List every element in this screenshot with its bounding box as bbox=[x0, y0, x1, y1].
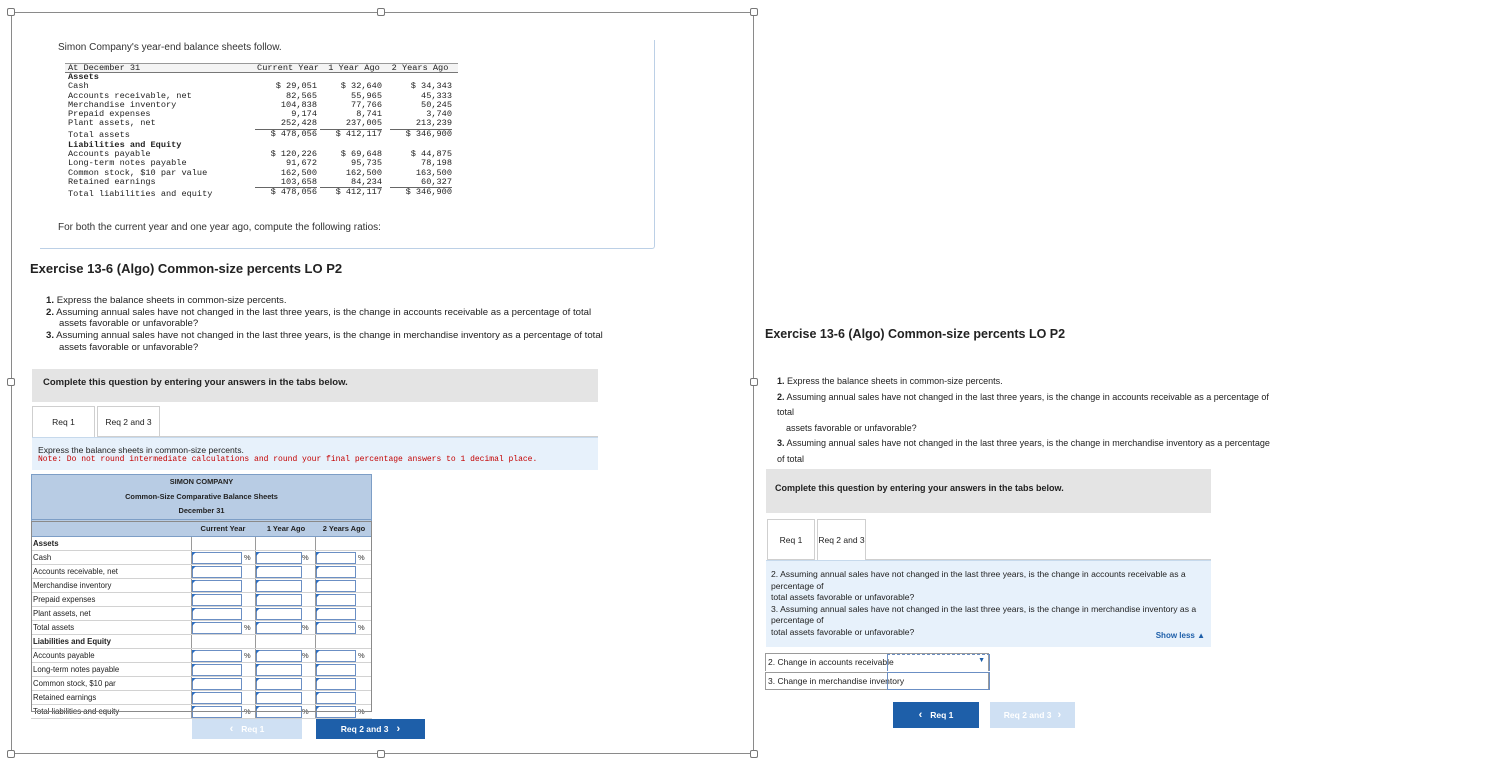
table-section-heading: Assets bbox=[31, 537, 372, 551]
inventory-dropdown[interactable] bbox=[887, 672, 990, 690]
table-cell bbox=[191, 537, 255, 550]
percent-input[interactable] bbox=[192, 580, 242, 592]
bs-total-liab: Total liabilities and equity $ 478,056 $ 412,117 $ 346,900 bbox=[68, 187, 452, 200]
percent-input[interactable] bbox=[316, 608, 356, 620]
tab-req-1[interactable]: Req 1 bbox=[32, 406, 95, 437]
percent-input[interactable] bbox=[256, 608, 302, 620]
answer-panel bbox=[766, 560, 1211, 647]
table-section-heading: Liabilities and Equity bbox=[31, 635, 372, 649]
percent-input[interactable] bbox=[316, 706, 356, 718]
table-row: Total assets % % % bbox=[31, 621, 372, 635]
percent-input[interactable] bbox=[316, 622, 356, 634]
table-row: Plant assets, net bbox=[31, 607, 372, 621]
percent-input[interactable] bbox=[192, 552, 242, 564]
table-cell bbox=[255, 635, 315, 648]
exercise-title-right: Exercise 13-6 (Algo) Common-size percents LO P2 bbox=[765, 327, 1066, 341]
percent-input[interactable] bbox=[256, 650, 302, 662]
percent-input[interactable] bbox=[316, 566, 356, 578]
liab-heading: Liabilities and Equity bbox=[68, 139, 182, 150]
resize-handle[interactable] bbox=[750, 378, 758, 386]
next-req-button-right[interactable]: Req 2 and 3 › bbox=[990, 702, 1075, 728]
table-row: Retained earnings bbox=[31, 691, 372, 705]
percent-input[interactable] bbox=[192, 650, 242, 662]
table-row: Accounts receivable, net bbox=[31, 565, 372, 579]
instruction-text: Express the balance sheets in common-size percents. bbox=[38, 445, 244, 455]
percent-sign: % bbox=[302, 552, 309, 562]
resize-handle[interactable] bbox=[750, 750, 758, 758]
balance-sheet-header: At December 31 Current Year 1 Year Ago 2 Years Ago bbox=[65, 63, 458, 73]
table-row: Common stock, $10 par bbox=[31, 677, 372, 691]
percent-sign: % bbox=[302, 622, 309, 632]
show-less-link[interactable]: Show less ▲ bbox=[1155, 631, 1205, 640]
table-cell bbox=[315, 537, 372, 550]
bs-row: Plant assets, net 252,428 237,005 213,239 bbox=[68, 118, 452, 129]
rounding-note: Note: Do not round intermediate calculations and round your final percentage answers to 1 decimal place. bbox=[38, 455, 538, 464]
percent-sign: % bbox=[244, 706, 251, 716]
percent-sign: % bbox=[358, 706, 365, 716]
percent-input[interactable] bbox=[256, 552, 302, 564]
table-cell bbox=[315, 635, 372, 648]
percent-input[interactable] bbox=[192, 706, 242, 718]
resize-handle[interactable] bbox=[7, 750, 15, 758]
percent-input[interactable] bbox=[256, 664, 302, 676]
answer-row-receivables: 2. Change in accounts receivable ▼ bbox=[765, 653, 989, 671]
bs-row: Merchandise inventory 104,838 77,766 50,245 bbox=[68, 99, 452, 110]
complete-banner: Complete this question by entering your answers in the tabs below. bbox=[32, 369, 598, 402]
percent-input[interactable] bbox=[256, 594, 302, 606]
percent-input[interactable] bbox=[192, 664, 242, 676]
bs-row: Accounts receivable, net 82,565 55,965 45,333 bbox=[68, 90, 452, 101]
percent-input[interactable] bbox=[192, 622, 242, 634]
question-text: 2. Assuming annual sales have not changed in the last three years, is the change in accounts receivable as a percentage of total assets favorable or unfavorable? 3. Assuming annual sales have not changed in the last three years, is the change in merchandise inventory as a percentage of total assets favorable or unfavorable? bbox=[771, 569, 1197, 637]
table-cell bbox=[191, 635, 255, 648]
percent-input[interactable] bbox=[316, 580, 356, 592]
percent-input[interactable] bbox=[192, 692, 242, 704]
resize-handle[interactable] bbox=[750, 8, 758, 16]
bs-row: Prepaid expenses 9,174 8,741 3,740 bbox=[68, 109, 452, 120]
percent-input[interactable] bbox=[192, 594, 242, 606]
tab-req-2-and-3[interactable]: Req 2 and 3 bbox=[97, 406, 160, 437]
bs-total-assets: Total assets $ 478,056 $ 412,117 $ 346,900 bbox=[68, 128, 452, 140]
next-req-button[interactable]: Req 2 and 3 › bbox=[316, 719, 425, 739]
assets-heading: Assets bbox=[68, 72, 99, 82]
table-row: Cash % % % bbox=[31, 551, 372, 565]
table-row: Total liabilities and equity % % % bbox=[31, 705, 372, 719]
percent-input[interactable] bbox=[316, 594, 356, 606]
percent-sign: % bbox=[244, 552, 251, 562]
resize-handle[interactable] bbox=[377, 8, 385, 16]
percent-input[interactable] bbox=[256, 692, 302, 704]
table-row: Accounts payable % % % bbox=[31, 649, 372, 663]
caret-up-icon: ▲ bbox=[1197, 631, 1205, 640]
table-row: Merchandise inventory bbox=[31, 579, 372, 593]
percent-sign: % bbox=[302, 650, 309, 660]
bs-row: Common stock, $10 par value 162,500 162,500 163,500 bbox=[68, 167, 452, 178]
tab-req-1-right[interactable]: Req 1 bbox=[767, 519, 815, 560]
percent-input[interactable] bbox=[256, 622, 302, 634]
percent-input[interactable] bbox=[192, 678, 242, 690]
instruction-panel bbox=[32, 437, 598, 470]
percent-input[interactable] bbox=[316, 552, 356, 564]
prev-req-button-right[interactable]: ‹ Req 1 bbox=[893, 702, 979, 728]
tab-req-2-and-3-right[interactable]: Req 2 and 3 bbox=[817, 519, 866, 560]
bs-row: Retained earnings 103,658 84,234 60,327 bbox=[68, 176, 452, 187]
bs-row: Accounts payable $ 120,226 $ 69,648 $ 44,875 bbox=[68, 149, 452, 160]
percent-sign: % bbox=[244, 622, 251, 632]
percent-input[interactable] bbox=[256, 678, 302, 690]
percent-sign: % bbox=[358, 622, 365, 632]
percent-input[interactable] bbox=[256, 580, 302, 592]
requirements-list: 1. Express the balance sheets in common-size percents. 2. Assuming annual sales have not changed in the last three years, is the change in accounts receivable as a percentage of total assets favorable or unfavorable? 3. Assuming annual sales have not changed in the last three years, is the change in merchandise inventory as a percentage of total assets favorable or unfavorable? bbox=[46, 295, 603, 353]
resize-handle[interactable] bbox=[377, 750, 385, 758]
requirements-list-right: 1. Express the balance sheets in common-size percents. 2. Assuming annual sales have not changed in the last three years, is the change in accounts receivable as a percentage of total assets favorable or unfavorable? 3. Assuming annual sales have not changed in the last three years, is the change in merchandise inventory as a percentage of total bbox=[777, 376, 1270, 464]
percent-sign: % bbox=[244, 650, 251, 660]
table-column-headers: Current Year 1 Year Ago 2 Years Ago bbox=[31, 520, 372, 537]
percent-input[interactable] bbox=[192, 608, 242, 620]
balance-sheet bbox=[65, 63, 458, 200]
percent-input[interactable] bbox=[316, 678, 356, 690]
bs-row: Long-term notes payable 91,672 95,735 78,198 bbox=[68, 158, 452, 169]
intro-panel bbox=[40, 40, 655, 249]
table-row: Prepaid expenses bbox=[31, 593, 372, 607]
percent-input[interactable] bbox=[316, 650, 356, 662]
answer-row-inventory: 3. Change in merchandise inventory bbox=[765, 672, 989, 690]
intro-ask: For both the current year and one year ago, compute the following ratios: bbox=[58, 222, 381, 233]
percent-input[interactable] bbox=[192, 566, 242, 578]
chevron-down-icon: ▼ bbox=[978, 657, 985, 664]
percent-sign: % bbox=[302, 706, 309, 716]
percent-input[interactable] bbox=[316, 664, 356, 676]
percent-input[interactable] bbox=[256, 566, 302, 578]
percent-input[interactable] bbox=[256, 706, 302, 718]
resize-handle[interactable] bbox=[7, 378, 15, 386]
intro-lead: Simon Company's year-end balance sheets follow. bbox=[58, 42, 282, 53]
exercise-title: Exercise 13-6 (Algo) Common-size percents LO P2 bbox=[30, 261, 343, 276]
table-cell bbox=[255, 537, 315, 550]
resize-handle[interactable] bbox=[7, 8, 15, 16]
common-size-table bbox=[31, 474, 372, 719]
complete-banner-right: Complete this question by entering your answers in the tabs below. bbox=[766, 469, 1211, 513]
table-heading: SIMON COMPANY Common-Size Comparative Balance Sheets December 31 bbox=[31, 474, 372, 520]
receivables-dropdown[interactable] bbox=[887, 654, 990, 671]
percent-input[interactable] bbox=[316, 692, 356, 704]
bs-row: Cash $ 29,051 $ 32,640 $ 34,343 bbox=[68, 81, 452, 92]
percent-sign: % bbox=[358, 552, 365, 562]
percent-sign: % bbox=[358, 650, 365, 660]
prev-req-button[interactable]: ‹ Req 1 bbox=[192, 719, 302, 739]
table-row: Long-term notes payable bbox=[31, 663, 372, 677]
